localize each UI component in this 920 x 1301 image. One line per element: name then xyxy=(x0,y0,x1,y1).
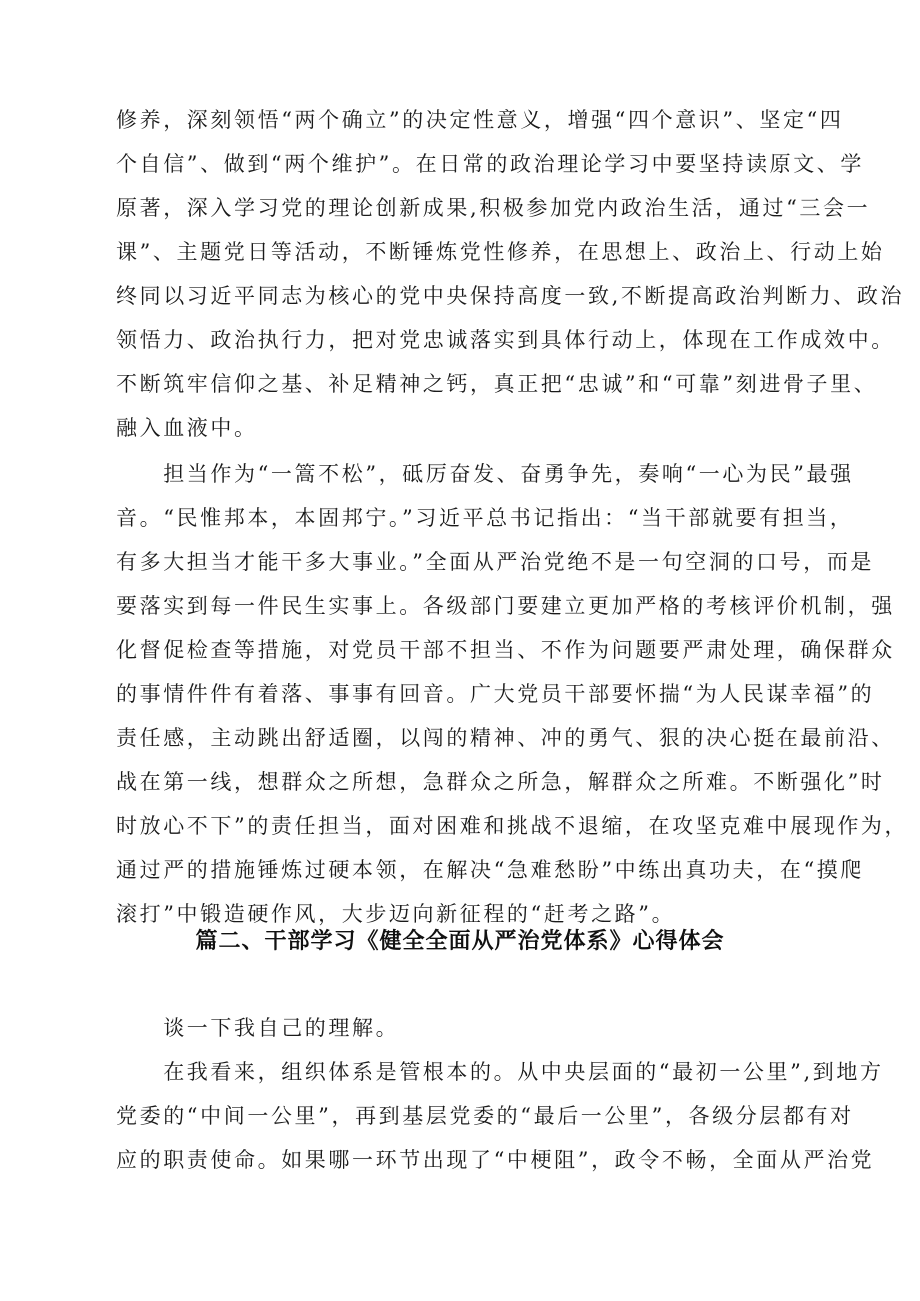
paragraph-responsibility xyxy=(116,452,909,936)
text-line: 领悟力、政治执行力，把对党忠诚落实到具体行动上，体现在工作成效中。 xyxy=(116,328,895,352)
section-heading: 篇二、干部学习《健全全面从严治党体系》心得体会 xyxy=(195,929,725,954)
text-line: 应的职责使命。如果哪一环节出现了“中梗阻”，政令不畅，全面从严治党 xyxy=(116,1148,875,1172)
text-line: 化督促检查等措施，对党员干部不担当、不作为问题要严肃处理，确保群众 xyxy=(116,638,895,662)
text-line: 时放心不下”的责任担当，面对困难和挑战不退缩，在攻坚克难中展现作为， xyxy=(116,814,909,838)
text-line: 的事情件件有着落、事事有回音。广大党员干部要怀揣“为人民谋幸福”的 xyxy=(116,682,875,706)
text-line: 原著，深入学习党的理论创新成果,积极参加党内政治生活，通过“三会一 xyxy=(116,196,871,220)
paragraph-intro xyxy=(116,1006,842,1050)
text-line: 谈一下我自己的理解。 xyxy=(116,1016,400,1040)
paragraph-loyalty xyxy=(116,98,905,450)
text-line: 不断筑牢信仰之基、补足精神之钙，真正把“忠诚”和“可靠”刻进骨子里、 xyxy=(116,372,878,396)
text-line: 党委的“中间一公里”，再到基层党委的“最后一公里”，各级分层都有对 xyxy=(116,1104,854,1128)
text-line: 在我看来，组织体系是管根本的。从中央层面的“最初一公里”,到地方 xyxy=(116,1060,884,1084)
text-line: 个自信”、做到“两个维护”。在日常的政治理论学习中要坚持读原文、学 xyxy=(116,152,865,176)
text-line: 有多大担当才能干多大事业。”全面从严治党绝不是一句空洞的口号，而是 xyxy=(116,550,875,574)
text-line: 修养，深刻领悟“两个确立”的决定性意义，增强“四个意识”、坚定“四 xyxy=(116,108,844,132)
text-line: 课”、主题党日等活动，不断锤炼党性修养，在思想上、政治上、行动上始 xyxy=(116,240,885,264)
paragraph-organization xyxy=(116,1050,884,1182)
text-line: 战在第一线，想群众之所想，急群众之所急，解群众之所难。不断强化”时 xyxy=(116,770,885,794)
text-line: 音。“民惟邦本，本固邦宁。”习近平总书记指出：“当干部就要有担当， xyxy=(116,506,854,530)
text-line: 终同以习近平同志为核心的党中央保持高度一致,不断提高政治判断力、政治 xyxy=(116,284,905,308)
text-line: 要落实到每一件民生实事上。各级部门要建立更加严格的考核评价机制，强 xyxy=(116,594,895,618)
text-line: 责任感，主动跳出舒适圈，以闯的精神、冲的勇气、狠的决心挺在最前沿、 xyxy=(116,726,895,750)
text-line: 担当作为“一篙不松”，砥厉奋发、奋勇争先，奏响“一心为民”最强 xyxy=(116,462,854,486)
text-line: 滚打”中锻造硬作风，大步迈向新征程的“赶考之路”。 xyxy=(116,902,676,926)
text-line: 通过严的措施锤炼过硬本领，在解决“急难愁盼”中练出真功夫，在“摸爬 xyxy=(116,858,865,882)
text-line: 融入血液中。 xyxy=(116,416,258,440)
